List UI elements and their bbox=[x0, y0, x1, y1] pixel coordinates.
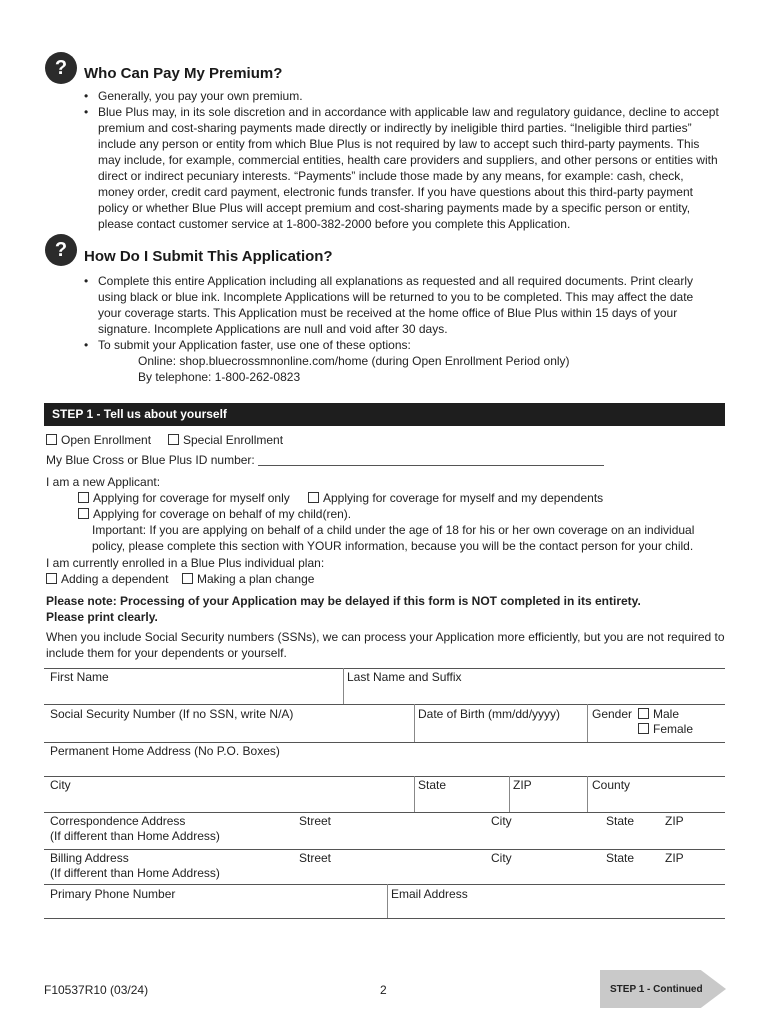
correspondence-if-different: (If different than Home Address) bbox=[50, 829, 220, 843]
zip-label: ZIP bbox=[513, 778, 532, 792]
special-enrollment-checkbox[interactable] bbox=[168, 434, 179, 445]
myself-dependents-label: Applying for coverage for myself and my dependents bbox=[323, 491, 604, 505]
form-col-divider bbox=[509, 776, 510, 812]
step1-continued-label: STEP 1 - Continued bbox=[610, 984, 703, 995]
form-row-divider bbox=[44, 884, 725, 885]
form-row-divider bbox=[44, 704, 725, 705]
male-option[interactable] bbox=[638, 706, 679, 722]
county-label: County bbox=[592, 778, 631, 792]
billing-state-label: State bbox=[606, 851, 635, 865]
myself-only-checkbox[interactable] bbox=[78, 492, 89, 503]
open-enrollment-label: Open Enrollment bbox=[61, 433, 152, 447]
page-number: 2 bbox=[380, 983, 387, 997]
first-name-label: First Name bbox=[50, 670, 109, 684]
form-row-divider bbox=[44, 918, 725, 919]
list-item: • Blue Plus may, in its sole discretion and in accordance with applicable law and regulatory guidance, decline to accept premium and cost-sharing payments made directly or indirectly by ineligible third parties. “Ineligible third parties” include any person or entity from which Blue Plus is not required by law to accept such third-party payments. This may include, for example, commercial entities, health care providers and suppliers, and other persons or entities with direct or indirect pecuniary interests. “Payments” include those made by any means, for example: cash, check, money order, credit card payment, electronic funds transfer. If you have questions about this third-party payment policy or whether Blue Plus will accept premium and cost-sharing payments made by a specific person or entity, please contact customer service at 1-800-382-2000 before you complete this Application. bbox=[84, 104, 719, 232]
form-col-divider bbox=[587, 704, 588, 742]
step1-header: STEP 1 - Tell us about yourself bbox=[44, 403, 725, 426]
dob-label: Date of Birth (mm/dd/yyyy) bbox=[418, 707, 561, 721]
form-col-divider bbox=[343, 668, 344, 704]
billing-street-label: Street bbox=[299, 851, 332, 865]
special-enrollment-label: Special Enrollment bbox=[183, 433, 284, 447]
billing-address-label: Billing Address bbox=[50, 851, 129, 865]
list-item: • Complete this entire Application including all explanations as requested and all required documents. Print clearly using black or blue ink. Incomplete Applications will be returned to you to be completed. This may affect the date your coverage starts. This Application must be received at the home office of Blue Plus within 15 days of your signature. Incomplete Applications are null and void after 30 days. bbox=[84, 273, 719, 337]
list-item-text: To submit your Application faster, use one of these options: bbox=[98, 338, 411, 352]
city-label: City bbox=[50, 778, 71, 792]
correspondence-address-label: Correspondence Address bbox=[50, 814, 186, 828]
ssn-note: When you include Social Security numbers (SSNs), we can process your Application more efficiently, but you are not required to include them for your dependents or yourself. bbox=[46, 630, 725, 660]
print-clearly-note: Please print clearly. bbox=[46, 610, 158, 624]
how-submit-title: How Do I Submit This Application? bbox=[84, 248, 333, 265]
form-id: F10537R10 (03/24) bbox=[44, 983, 149, 997]
female-option[interactable] bbox=[638, 721, 693, 737]
myself-only-option[interactable] bbox=[78, 490, 290, 506]
how-submit-bullets bbox=[84, 273, 719, 385]
important-note: Important: If you are applying on behalf of a child under the age of 18 for his or her own coverage on an individual policy, please complete this section with YOUR information, because you will be the contact person for your child. bbox=[92, 523, 695, 553]
gender-label: Gender bbox=[592, 707, 633, 721]
correspondence-zip-label: ZIP bbox=[665, 814, 684, 828]
who-pays-title: Who Can Pay My Premium? bbox=[84, 65, 283, 82]
currently-enrolled-label: I am currently enrolled in a Blue Plus individual plan: bbox=[46, 556, 325, 570]
children-label: Applying for coverage on behalf of my child(ren). bbox=[93, 507, 352, 521]
list-item: • Generally, you pay your own premium. bbox=[84, 88, 719, 104]
plan-change-label: Making a plan change bbox=[197, 572, 315, 586]
children-checkbox[interactable] bbox=[78, 508, 89, 519]
open-enrollment-option[interactable] bbox=[46, 432, 151, 448]
form-col-divider bbox=[387, 884, 388, 918]
phone-option: By telephone: 1-800-262-0823 bbox=[138, 370, 301, 384]
form-col-divider bbox=[414, 776, 415, 812]
correspondence-street-label: Street bbox=[299, 814, 332, 828]
plan-change-checkbox[interactable] bbox=[182, 573, 193, 584]
male-label: Male bbox=[653, 707, 680, 721]
myself-dependents-option[interactable] bbox=[308, 490, 603, 506]
new-applicant-label: I am a new Applicant: bbox=[46, 475, 161, 489]
plan-change-option[interactable] bbox=[182, 571, 314, 587]
id-number-field[interactable] bbox=[258, 465, 604, 466]
state-label: State bbox=[418, 778, 447, 792]
correspondence-state-label: State bbox=[606, 814, 635, 828]
male-checkbox[interactable] bbox=[638, 708, 649, 719]
special-enrollment-option[interactable] bbox=[168, 432, 283, 448]
female-label: Female bbox=[653, 722, 694, 736]
adding-dependent-checkbox[interactable] bbox=[46, 573, 57, 584]
open-enrollment-checkbox[interactable] bbox=[46, 434, 57, 445]
billing-zip-label: ZIP bbox=[665, 851, 684, 865]
processing-note: Please note: Processing of your Application may be delayed if this form is NOT completed in its entirety. bbox=[46, 594, 641, 608]
id-number-label: My Blue Cross or Blue Plus ID number: bbox=[46, 453, 255, 467]
billing-city-label: City bbox=[491, 851, 512, 865]
home-address-label: Permanent Home Address (No P.O. Boxes) bbox=[50, 744, 280, 758]
adding-dependent-label: Adding a dependent bbox=[61, 572, 169, 586]
female-checkbox[interactable] bbox=[638, 723, 649, 734]
last-name-label: Last Name and Suffix bbox=[347, 670, 462, 684]
children-option[interactable] bbox=[78, 506, 351, 522]
who-pays-bullets bbox=[84, 88, 719, 232]
list-item bbox=[84, 337, 719, 385]
question-icon: ? bbox=[45, 234, 77, 266]
correspondence-city-label: City bbox=[491, 814, 512, 828]
form-col-divider bbox=[587, 776, 588, 812]
ssn-label: Social Security Number (If no SSN, write N/A) bbox=[50, 707, 294, 721]
adding-dependent-option[interactable] bbox=[46, 571, 168, 587]
myself-only-label: Applying for coverage for myself only bbox=[93, 491, 290, 505]
question-icon: ? bbox=[45, 52, 77, 84]
email-label: Email Address bbox=[391, 887, 468, 901]
online-option: Online: shop.bluecrossmnonline.com/home (during Open Enrollment Period only) bbox=[138, 354, 570, 368]
billing-if-different: (If different than Home Address) bbox=[50, 866, 220, 880]
form-col-divider bbox=[414, 704, 415, 742]
myself-dependents-checkbox[interactable] bbox=[308, 492, 319, 503]
phone-label: Primary Phone Number bbox=[50, 887, 176, 901]
